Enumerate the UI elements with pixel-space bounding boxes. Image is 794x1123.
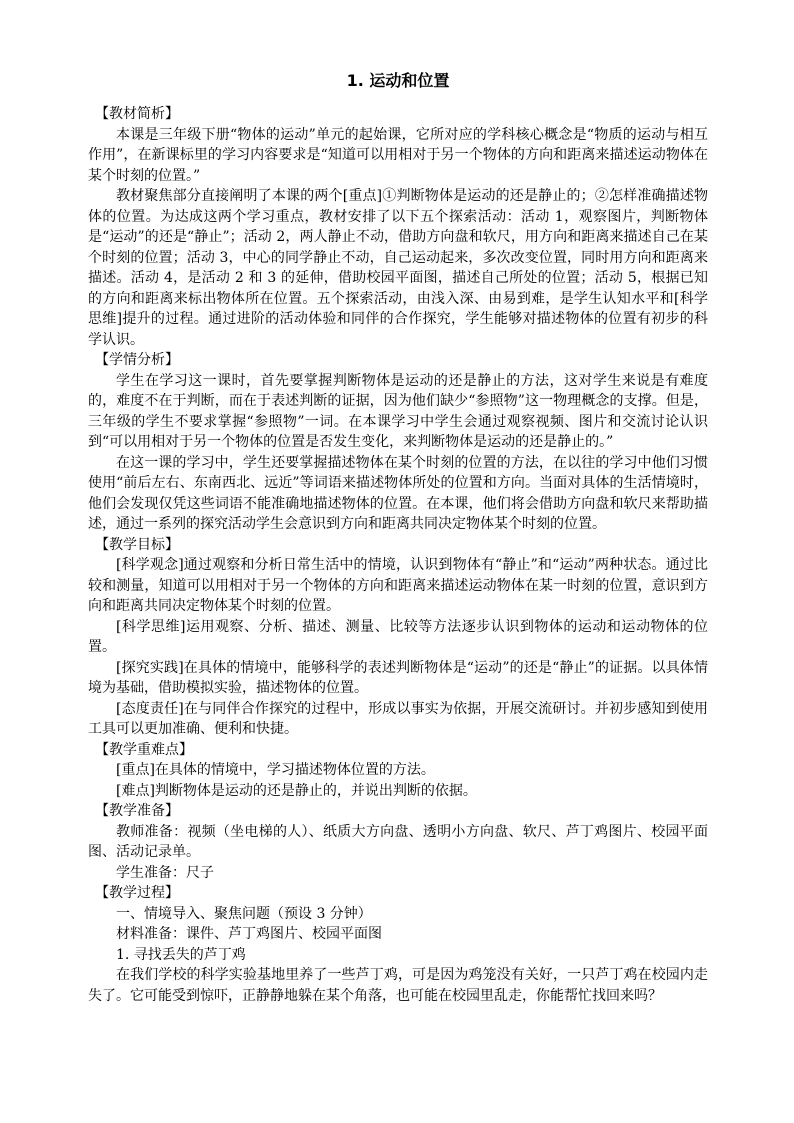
paragraph: 材料准备：课件、芦丁鸡图片、校园平面图 [116,926,382,942]
paragraph: [科学观念]通过观察和分析日常生活中的情境，认识到物体有“静止”和“运动”两种状态。通过比较和测量，知道可以用相对于另一个物体的方向和距离来描述运动物体在某一时刻的位置，意识到方向和距离共同决定物体某个时刻的位置。 [88,557,708,614]
document-page [88,70,708,1006]
paragraph: [态度责任]在与同伴合作探究的过程中，形成以事实为依据，开展交流研讨。并初步感知到使用工具可以更加准确、便利和快捷。 [88,700,708,737]
paragraph: 学生准备：尺子 [116,864,214,881]
paragraph: 一、情境导入、聚焦问题（预设 3 分钟） [116,905,372,922]
section-key-points [88,740,708,802]
section-textbook-analysis [88,104,708,350]
paragraph: 本课是三年级下册“物体的运动”单元的起始课，它所对应的学科核心概念是“物质的运动与相互作用”，在新课标里的学习内容要求是“知道可以用相对于另一个物体的方向和距离来描述运动物体在某个时刻的位置。” [88,126,708,184]
section-heading: 【教学准备】 [95,803,179,819]
paragraph: 教材聚焦部分直接阐明了本课的两个[重点]①判断物体是运动的还是静止的；②怎样准确描述物体的位置。为达成这两个学习重点，教材安排了以下五个探索活动：活动 1，观察图片，判断物体是“运动”的还是“静止”；活动 2，两人静止不动，借助方向盘和软尺，用方向和距离来描述自己在某个时刻的位置；活动 3，中心的同学静止不动，自己运动起来，多次改变位置，同时用方向和距离来描述。活动 4，是活动 2 和 3 的延伸，借助校园平面图，描述自己所处的位置；活动 5，根据已知的方向和距离来标出物体所在位置。五个探索活动，由浅入深、由易到难，是学生认知水平和[科学思维]提升的过程。通过进阶的活动体验和同伴的合作探究，学生能够对描述物体的位置有初步的科学认识。 [88,188,708,348]
paragraph: 学生在学习这一课时，首先要掌握判断物体是运动的还是静止的方法，这对学生来说是有难度的，难度不在于判断，而在于表述判断的证据，因为他们缺少“参照物”这一物理概念的支撑。但是，三年级的学生不要求掌握“参照物”一词。在本课学习中学生会通过观察视频、图片和交流讨论认识到“可以用相对于另一个物体的位置是否发生变化，来判断物体是运动的还是静止的。” [88,372,708,450]
section-teaching-process [88,883,708,1006]
section-heading: 【教学过程】 [95,885,179,901]
section-heading: 【教材简析】 [95,106,179,122]
paragraph: [科学思维]运用观察、分析、描述、测量、比较等方法逐步认识到物体的运动和运动物体的位置。 [88,618,708,655]
document-title: 1. 运动和位置 [346,71,450,90]
paragraph: 教师准备：视频（坐电梯的人）、纸质大方向盘、透明小方向盘、软尺、芦丁鸡图片、校园平面图、活动记录单。 [88,823,708,860]
section-teaching-goals [88,535,708,740]
section-teaching-preparation [88,801,708,883]
section-heading: 【学情分析】 [95,352,179,368]
paragraph: 在我们学校的科学实验基地里养了一些芦丁鸡，可是因为鸡笼没有关好，一只芦丁鸡在校园内走失了。它可能受到惊吓，正静静地躲在某个角落，也可能在校园里乱走，你能帮忙找回来吗？ [88,967,708,1004]
paragraph: [难点]判断物体是运动的还是静止的，并说出判断的依据。 [116,782,477,799]
paragraph: [重点]在具体的情境中，学习描述物体位置的方法。 [116,762,435,778]
paragraph: 在这一课的学习中，学生还要掌握描述物体在某个时刻的位置的方法，在以往的学习中他们习惯使用“前后左右、东南西北、远近”等词语来描述物体所处的位置和方向。当面对具体的生活情境时，他们会发现仅凭这些词语不能准确地描述物体的位置。在本课，他们将会借助方向盘和软尺来帮助描述，通过一系列的探究活动学生会意识到方向和距离共同决定物体某个时刻的位置。 [88,454,708,532]
paragraph: 1. 寻找丢失的芦丁鸡 [116,946,246,963]
section-heading: 【教学重难点】 [95,741,193,758]
paragraph: [探究实践]在具体的情境中，能够科学的表述判断物体是“运动”的还是“静止”的证据。以具体情境为基础，借助模拟实验，描述物体的位置。 [88,659,708,696]
section-heading: 【教学目标】 [95,536,179,553]
section-student-analysis [88,350,708,535]
